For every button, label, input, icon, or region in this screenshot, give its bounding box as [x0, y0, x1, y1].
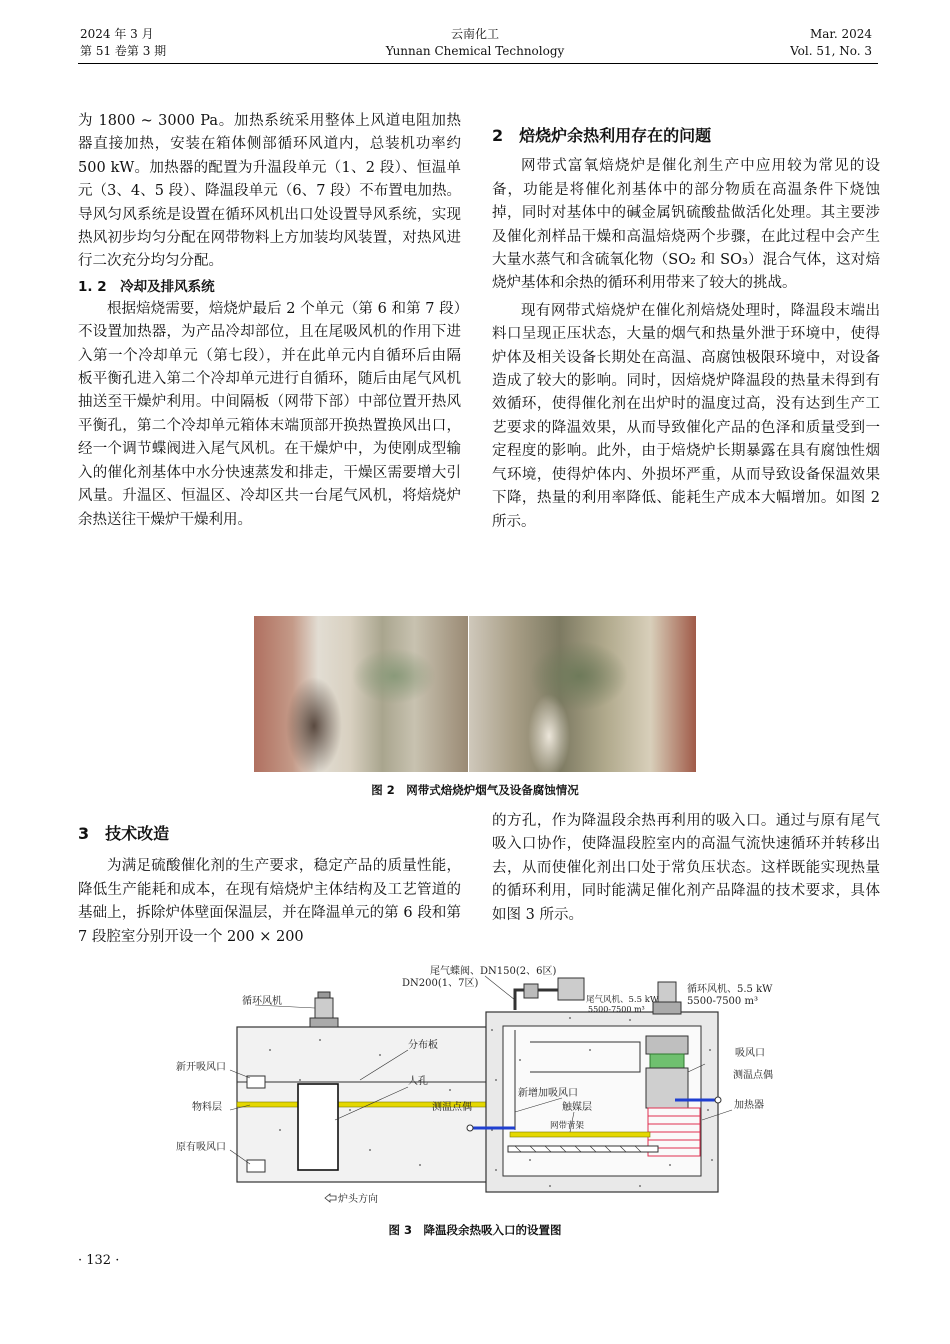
header-date-cn: 2024 年 3 月	[80, 27, 154, 41]
header-rule	[78, 63, 878, 64]
label-manhole: 人孔	[408, 1076, 428, 1087]
label-tail-valve-1: 尾气蝶阀、DN150(2、6区)	[430, 966, 557, 977]
left-column	[78, 110, 461, 532]
section-3-right	[492, 810, 880, 927]
tail-gas-fan	[558, 978, 584, 1000]
circulation-fan-right	[658, 982, 676, 1002]
label-heater: 加热器	[734, 1100, 764, 1111]
label-thermocouple-left: 测温点偶	[432, 1102, 472, 1113]
left-paragraph-2: 根据焙烧需要，焙烧炉最后 2 个单元（第 6 和第 7 段）不设置加热器，为产品冷却部位，且在尾吸风机的作用下进入第一个冷却单元（第七段），并在此单元内自循环后由隔板平衡孔进入第二个冷却单元进行自循环，随后由尾气风机抽送至干燥炉利用。中间隔板（网带下部）中部位置开热风平衡孔，第二个冷却单元箱体末端顶部开换热置换风出口，经一个调节蝶阀进入尾气风机。在干燥炉中，为使刚成型输入的催化剂基体中水分快速蒸发和排走，干燥区需要增大引风量。升温区、恒温区、冷却区共一台尾气风机，将焙烧炉余热送往干燥炉干燥利用。	[78, 300, 461, 528]
section-3-paragraph-right: 的方孔，作为降温段余热再利用的吸入口。通过与原有尾气吸入口协作，使降温段腔室内的高温气流快速循环并转移出去，从而使催化剂出口处于常负压状态。这样既能实现热量的循环利用，同时能满足催化剂产品降温的技术要求，具体如图 3 所示。	[492, 813, 880, 923]
label-tail-fan-flow: 5500-7500 m³	[588, 1005, 645, 1014]
journal-name-en: Yunnan Chemical Technology	[385, 44, 565, 58]
label-circulation-fan-right: 循环风机、5.5 kW	[687, 984, 773, 995]
label-old-inlet: 原有吸风口	[176, 1142, 226, 1153]
label-catalyst-layer: 触媒层	[562, 1102, 592, 1113]
left-paragraph-1: 为 1800 ~ 3000 Pa。加热系统采用整体上风道电阻加热器直接加热，安装在箱体侧部循环风道内，总装机功率约 500 kW。加热器的配置为升温段单元（1、2 段）、恒温单元（3、4、5 段）、降温段单元（6、7 段）不布置电加热。导风匀风系统是设置在循环风机出口处设置导风系统，实现热风初步均匀分配在网带物料上方加装均风装置，对热风进行二次充分均匀分配。	[78, 113, 461, 270]
catalyst-layer-band	[510, 1132, 650, 1137]
header-date-en: Mar. 2024	[809, 27, 872, 41]
circulation-fan-left	[315, 998, 333, 1018]
label-distributor: 分布板	[408, 1040, 438, 1051]
journal-name-cn: 云南化工	[450, 27, 499, 41]
direction-arrow	[325, 1194, 336, 1202]
old-inlet-box	[247, 1160, 265, 1172]
header-volume-cn: 第 51 卷第 3 期	[80, 44, 167, 58]
manhole-rect	[298, 1084, 338, 1170]
section-3-left	[78, 822, 461, 949]
figure-3-diagram	[170, 960, 780, 1215]
section-3-heading: 3 技术改造	[78, 824, 170, 843]
corrosion-photo-left	[254, 616, 468, 772]
label-new-suction-port: 新增加吸风口	[518, 1088, 578, 1099]
fan-base-left	[310, 1018, 338, 1027]
label-new-inlet: 新开吸风口	[176, 1062, 226, 1073]
butterfly-valve	[524, 984, 538, 998]
right-paragraph-1: 网带式富氧焙烧炉是催化剂生产中应用较为常见的设备，功能是将催化剂基体中的部分物质在高温条件下烧蚀掉，同时对基体中的碱金属钒硫酸盐做活化处理。其主要涉及催化剂样品干燥和高温焙烧两个步骤，在此过程中会产生大量水蒸气和含硫氧化物（SO₂ 和 SO₃）混合气体，这对焙烧炉基体和余热的循环利用带来了较大的挑战。	[492, 158, 880, 292]
figure-3-caption: 图 3 降温段余热吸入口的设置图	[388, 1223, 562, 1237]
subsection-1-2-heading: 1. 2 冷却及排风系统	[78, 278, 215, 295]
label-tail-valve-2: DN200(1、7区)	[402, 978, 479, 989]
left-schematic	[176, 992, 537, 1205]
page-number: · 132 ·	[78, 1253, 120, 1268]
section-3-paragraph-left: 为满足硫酸催化剂的生产要求，稳定产品的质量性能，降低生产能耗和成本，在现有焙烧炉主体结构及工艺管道的基础上，拆除炉体壁面保温层，并在降温单元的第 6 段和第 7 段腔室分别开设一个 200 × 200	[78, 858, 461, 945]
header-right	[790, 26, 872, 60]
figure-2-caption: 图 2 网带式焙烧炉烟气及设备腐蚀情况	[371, 783, 579, 797]
header-volume-en: Vol. 51, No. 3	[790, 44, 872, 58]
label-tail-fan: 尾气风机、5.5 kW	[586, 995, 659, 1005]
label-furnace-direction: 炉头方向	[338, 1194, 378, 1205]
label-thermocouple-right: 测温点偶	[733, 1070, 773, 1081]
label-material-layer: 物料层	[192, 1102, 222, 1113]
right-column	[492, 124, 880, 534]
label-mesh-belt: 网带背架	[550, 1121, 585, 1131]
right-paragraph-2: 现有网带式焙烧炉在催化剂焙烧处理时，降温段末端出料口呈现正压状态，大量的烟气和热量外泄于环境中，使得炉体及相关设备长期处在高温、高腐蚀极限环境中，对设备造成了较大的影响。同时，因焙烧炉降温段的热量未得到有效循环，使得催化剂在出炉时的温度过高，没有达到生产工艺要求的降温效果，从而导致催化产品的色泽和质量受到一定程度的影响。此外，由于焙烧炉长期暴露在具有腐蚀性烟气环境，使得炉体内、外损坏严重，从而导致设备保温效果下降，热量的利用率降低、能耗生产成本大幅增加。如图 2 所示。	[492, 302, 880, 530]
label-circulation-fan-flow: 5500-7500 m³	[687, 996, 758, 1007]
corrosion-photo-right	[469, 616, 696, 772]
label-suction-port: 吸风口	[735, 1048, 765, 1059]
fan-impeller	[650, 1054, 684, 1068]
section-2-heading: 2 焙烧炉余热利用存在的问题	[492, 126, 712, 145]
label-circulation-fan: 循环风机	[242, 996, 282, 1007]
